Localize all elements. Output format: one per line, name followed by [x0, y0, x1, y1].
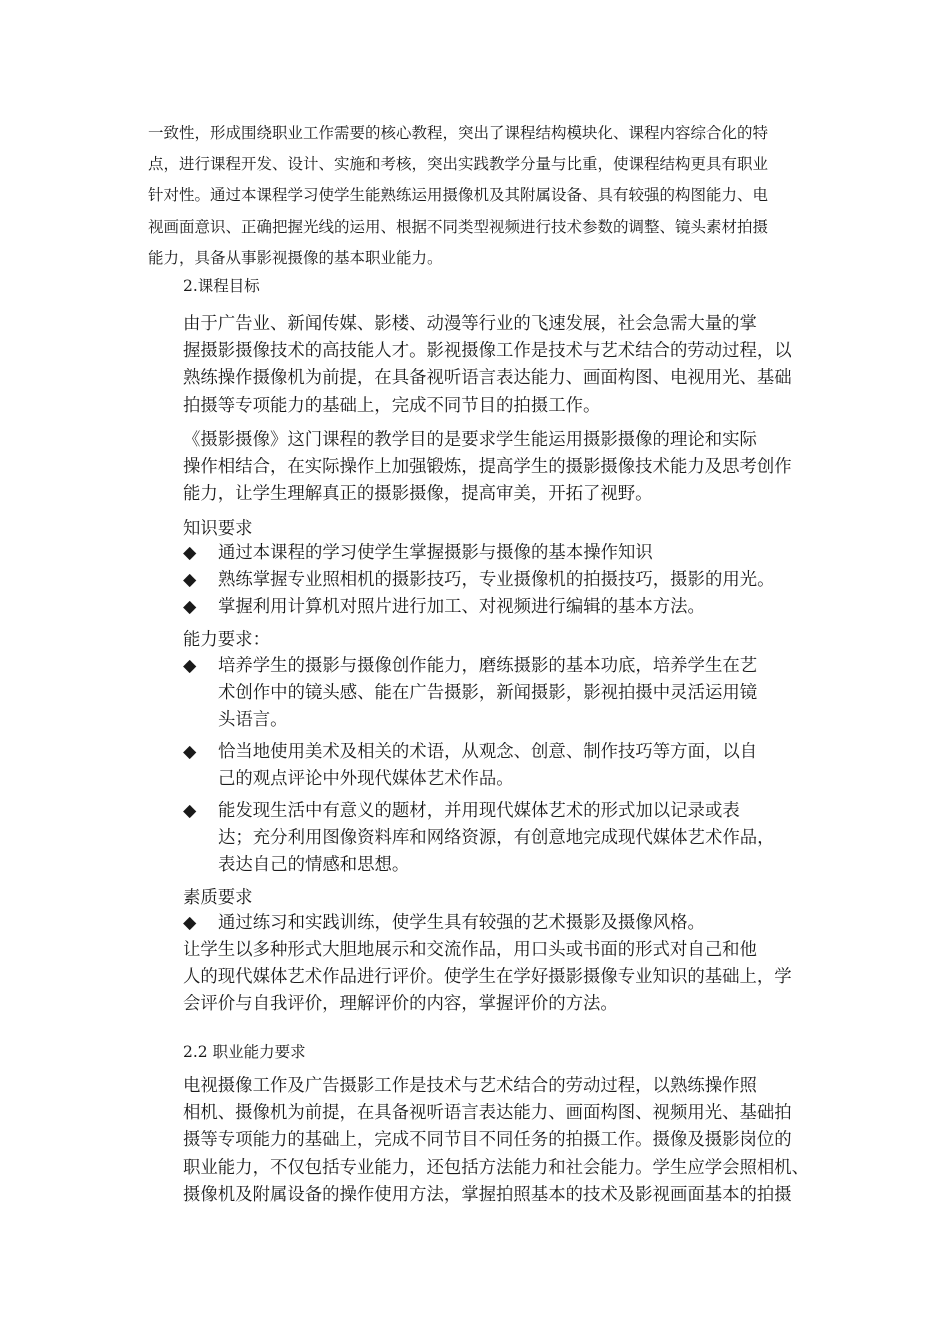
bullet-text [218, 910, 813, 937]
text-line: 视画面意识、正确把握光线的运用、根据不同类型视频进行技术参数的调整、镜头素材拍摄 [148, 217, 769, 236]
text-line: 让学生以多种形式大胆地展示和交流作品，用口头或书面的形式对自己和他 [183, 940, 757, 960]
text-line: 能力，让学生理解真正的摄影摄像，提高审美，开拓了视野。 [183, 484, 653, 505]
text-line: 培养学生的摄影与摄像创作能力，磨练摄影的基本功底，培养学生在艺 [218, 656, 758, 676]
diamond-bullet-icon: ◆ [183, 570, 197, 590]
text-line: 人的现代媒体艺术作品进行评价。使学生在学好摄影摄像专业知识的基础上，学 [183, 967, 792, 988]
text-line: 会评价与自我评价，理解评价的内容，掌握评价的方法。 [183, 994, 618, 1015]
text-line: 摄像机及附属设备的操作使用方法，掌握拍照基本的技术及影视画面基本的拍摄 [183, 1184, 792, 1205]
text-line: 由于广告业、新闻传媒、影楼、动漫等行业的飞速发展，社会急需大量的掌 [183, 314, 757, 334]
text-line: 摄等专项能力的基础上，完成不同节目不同任务的拍摄工作。摄像及摄影岗位的 [183, 1130, 792, 1151]
text-line: 通过练习和实践训练，使学生具有较强的艺术摄影及摄像风格。 [218, 913, 705, 933]
text-line: 恰当地使用美术及相关的术语，从观念、创意、制作技巧等方面，以自 [218, 742, 758, 762]
ability-label: 能力要求： [183, 630, 270, 650]
ability-item [183, 653, 813, 735]
section-heading-professional-ability: 2.2 职业能力要求 [183, 1043, 306, 1061]
text-line: 熟练掌握专业照相机的摄影技巧，专业摄像机的拍摄技巧，摄影的用光。 [218, 570, 775, 590]
text-line: 能力，具备从事影视摄像的基本职业能力。 [148, 248, 443, 267]
text-line: 表达自己的情感和思想。 [218, 855, 410, 876]
bullet-text [218, 739, 813, 793]
bullet-text [218, 540, 813, 567]
diamond-bullet-icon: ◆ [183, 597, 197, 617]
text-line: 拍摄等专项能力的基础上，完成不同节目的拍摄工作。 [183, 395, 601, 416]
text-line: 达；充分利用图像资料库和网络资源，有创意地完成现代媒体艺术作品， [218, 828, 775, 849]
diamond-bullet-icon: ◆ [183, 742, 197, 762]
text-line: 通过本课程的学习使学生掌握摄影与摄像的基本操作知识 [218, 543, 653, 563]
diamond-bullet-icon: ◆ [183, 801, 197, 821]
diamond-bullet-icon: ◆ [183, 543, 197, 563]
knowledge-item [183, 540, 813, 567]
knowledge-item [183, 567, 813, 594]
text-line: 操作相结合，在实际操作上加强锻炼，提高学生的摄影摄像技术能力及思考创作 [183, 457, 792, 478]
text-line: 《摄影摄像》这门课程的教学目的是要求学生能运用摄影摄像的理论和实际 [183, 430, 757, 450]
text-line: 熟练操作摄像机为前提，在具备视听语言表达能力、画面构图、电视用光、基础 [183, 368, 792, 389]
quality-item [183, 910, 813, 937]
intro-paragraph [148, 118, 813, 274]
section-heading-course-goal: 2.课程目标 [183, 277, 260, 295]
text-line: 针对性。通过本课程学习使学生能熟练运用摄像机及其附属设备、具有较强的构图能力、电 [148, 186, 769, 205]
knowledge-item [183, 594, 813, 621]
goal-paragraph-1 [148, 311, 813, 420]
text-line: 一致性，形成围绕职业工作需要的核心教程，突出了课程结构模块化、课程内容综合化的特 [148, 124, 769, 142]
evaluation-paragraph [148, 937, 813, 1019]
diamond-bullet-icon: ◆ [183, 913, 197, 933]
professional-ability-paragraph [148, 1073, 813, 1209]
knowledge-label: 知识要求 [183, 519, 253, 539]
quality-label: 素质要求 [183, 888, 253, 908]
text-line: 电视摄像工作及广告摄影工作是技术与艺术结合的劳动过程，以熟练操作照 [183, 1076, 757, 1096]
text-line: 己的观点评论中外现代媒体艺术作品。 [218, 769, 514, 790]
text-line: 点，进行课程开发、设计、实施和考核，突出实践教学分量与比重，使课程结构更具有职业 [148, 155, 769, 174]
bullet-text [218, 653, 813, 735]
ability-item [183, 739, 813, 793]
text-line: 能发现生活中有意义的题材，并用现代媒体艺术的形式加以记录或表 [218, 801, 740, 821]
bullet-text [218, 594, 813, 621]
text-line: 掌握利用计算机对照片进行加工、对视频进行编辑的基本方法。 [218, 597, 705, 617]
text-line: 头语言。 [218, 710, 288, 731]
goal-paragraph-2 [148, 427, 813, 509]
text-line: 术创作中的镜头感、能在广告摄影，新闻摄影，影视拍摄中灵活运用镜 [218, 683, 758, 704]
text-line: 握摄影摄像技术的高技能人才。影视摄像工作是技术与艺术结合的劳动过程，以 [183, 341, 792, 362]
ability-item [183, 798, 813, 880]
bullet-text [218, 798, 813, 880]
text-line: 职业能力，不仅包括专业能力，还包括方法能力和社会能力。学生应学会照相机、 [183, 1157, 810, 1178]
bullet-text [218, 567, 813, 594]
text-line: 相机、摄像机为前提，在具备视听语言表达能力、画面构图、视频用光、基础拍 [183, 1103, 792, 1124]
diamond-bullet-icon: ◆ [183, 656, 197, 676]
